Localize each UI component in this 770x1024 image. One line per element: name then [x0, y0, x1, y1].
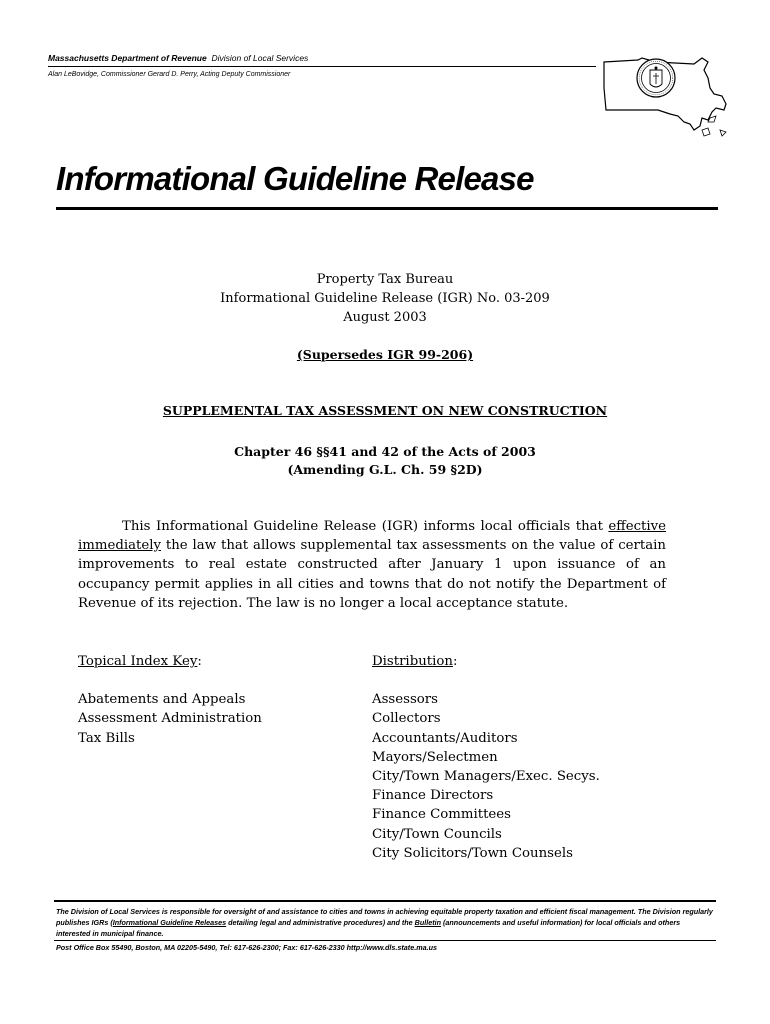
subject-heading: SUPPLEMENTAL TAX ASSESSMENT ON NEW CONSTRUCTION	[162, 403, 608, 418]
body-paragraph	[78, 517, 666, 613]
chapter-line-2: (Amending G.L. Ch. 59 §2D)	[287, 462, 483, 477]
officials-line: Alan LeBovidge, Commissioner Gerard D. Perry, Acting Deputy Commissioner	[48, 71, 291, 78]
list-item: Tax Bills	[78, 730, 135, 746]
body-emphasis: effective immediately	[78, 519, 666, 554]
chapter-line-1: Chapter 46 §§41 and 42 of the Acts of 2003	[234, 444, 536, 459]
massachusetts-seal-map-icon	[598, 48, 730, 140]
division-name: Division of Local Services	[211, 53, 309, 63]
list-item: Finance Directors	[372, 788, 494, 804]
letterhead	[48, 53, 608, 63]
distribution-heading: Distribution	[372, 654, 453, 669]
list-item: Accountants/Auditors	[372, 730, 518, 746]
list-item: City/Town Councils	[372, 826, 502, 842]
footer-description	[56, 906, 716, 939]
distribution: Distribution: Assessors Collectors Accountants/Auditors Mayors/Selectmen City/Town Managers/Exec. Secys. Finance Directors Finance Committees City/Town Councils City Solicitors/Town Counsels	[372, 652, 600, 863]
document-title: Informational Guideline Release	[56, 160, 534, 197]
footer-igr-term: Informational Guideline Releases	[112, 918, 227, 927]
department-name: Massachusetts Department of Revenue	[48, 53, 207, 63]
chapter-reference	[0, 443, 770, 479]
body-lead: This Informational Guideline Release (IGR) informs local officials that	[122, 519, 609, 534]
list-item: City/Town Managers/Exec. Secys.	[372, 769, 600, 785]
body-rest: the law that allows supplemental tax assessments on the value of certain improvements to real estate constructed after January 1 upon issuance of an occupancy permit applies in all cities and towns that do not notify the Department of Revenue of its rejection. The law is no longer a local acceptance statute.	[78, 538, 666, 611]
footer-bulletin-term: Bulletin	[414, 918, 442, 927]
bureau-name: Property Tax Bureau	[316, 272, 454, 287]
footer-contact: Post Office Box 55490, Boston, MA 02205-5490, Tel: 617-626-2300; Fax: 617-626-2330 http://www.dls.state.ma.us	[56, 943, 437, 952]
distribution-list	[372, 690, 600, 863]
release-date: August 2003	[343, 310, 427, 325]
title-divider	[56, 207, 718, 210]
footer-divider	[54, 900, 716, 902]
list-item: Finance Committees	[372, 807, 511, 823]
topical-index-heading: Topical Index Key	[78, 654, 198, 669]
footer-contact-divider	[54, 940, 716, 941]
footer-text-1: The Division of Local Services is responsible for oversight of and assistance to cities and towns in achieving equitable property taxation and efficient fiscal management. The Division regularly publishes IGRs (	[56, 907, 713, 927]
list-item: City Solicitors/Town Counsels	[372, 845, 573, 861]
footer-text-3: (announcements and useful information) for local officials and others interested in municipal finance.	[56, 918, 681, 938]
topical-index: Topical Index Key: Abatements and Appeals Assessment Administration Tax Bills	[78, 652, 262, 748]
list-item: Assessors	[372, 692, 438, 708]
list-item: Mayors/Selectmen	[372, 749, 498, 765]
letterhead-divider	[48, 66, 596, 67]
list-item: Collectors	[372, 711, 441, 727]
topical-index-list	[78, 690, 262, 748]
release-info	[0, 270, 770, 327]
supersedes-notice: (Supersedes IGR 99-206)	[296, 347, 474, 362]
footer-text-2: detailing legal and administrative procedures) and the	[226, 918, 415, 927]
letterhead-agency	[48, 53, 608, 63]
release-number: Informational Guideline Release (IGR) No. 03-209	[220, 291, 550, 306]
list-item: Assessment Administration	[78, 711, 262, 727]
list-item: Abatements and Appeals	[78, 692, 246, 708]
